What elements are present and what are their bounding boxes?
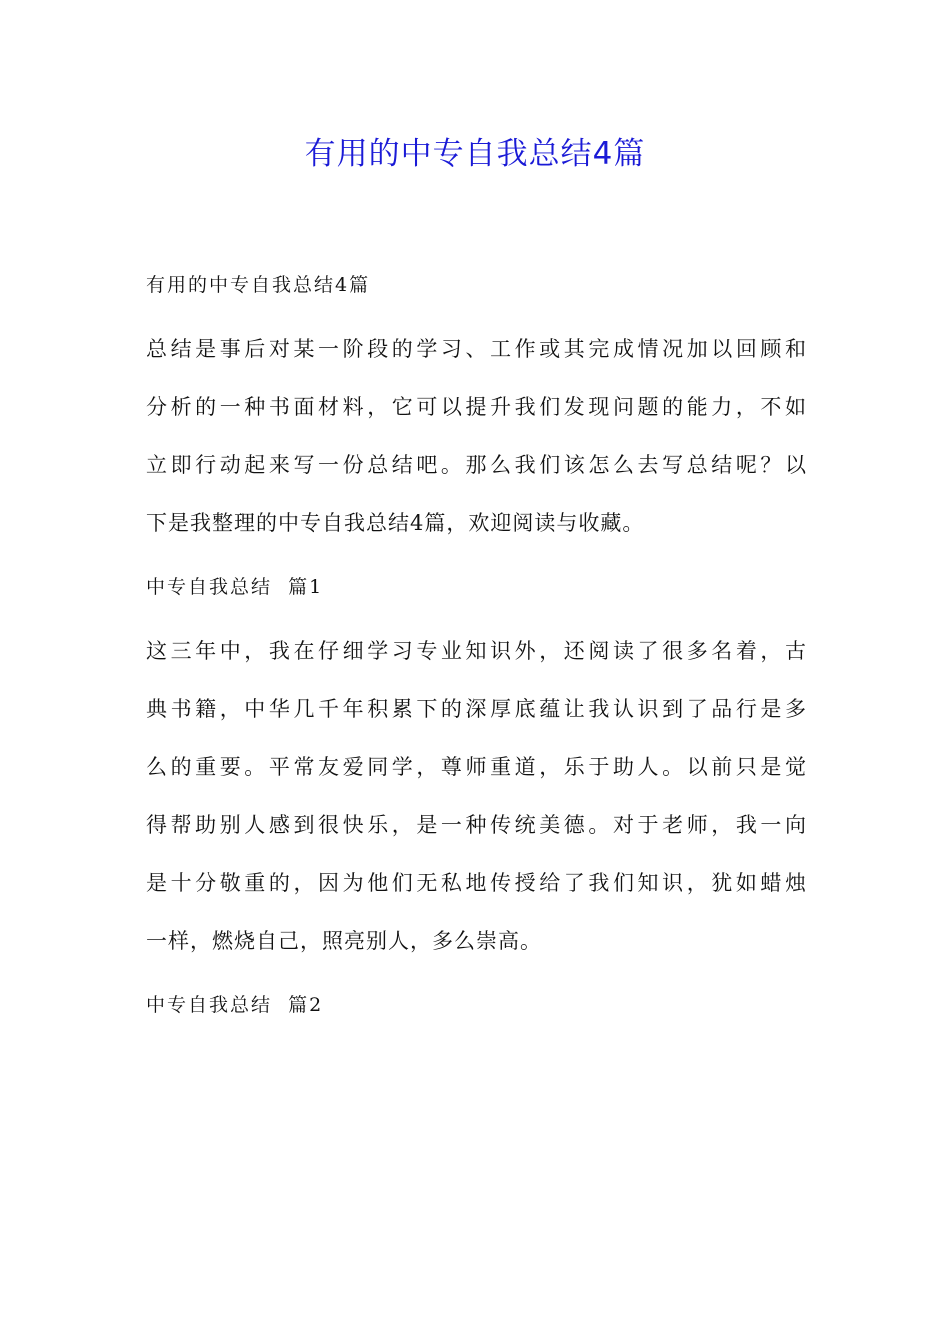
- section-heading-1: 中专自我总结 篇1: [146, 576, 324, 598]
- paragraph-line: 总结是事后对某一阶段的学习、工作或其完成情况加以回顾和: [146, 337, 806, 361]
- paragraph-line: 下是我整理的中专自我总结4篇，欢迎阅读与收藏。: [146, 511, 645, 535]
- document-body: [146, 262, 806, 1040]
- intro-paragraph: [146, 320, 806, 552]
- paragraph-line: 典书籍，中华几千年积累下的深厚底蕴让我认识到了品行是多: [146, 697, 806, 721]
- paragraph-line: 么的重要。平常友爱同学，尊师重道，乐于助人。以前只是觉: [146, 755, 806, 779]
- section-1-paragraph: [146, 622, 806, 970]
- section-heading-2: 中专自我总结 篇2: [146, 994, 324, 1016]
- document-title: 有用的中专自我总结4篇: [304, 136, 646, 172]
- paragraph-line: 一样，燃烧自己，照亮别人，多么崇高。: [146, 929, 542, 953]
- paragraph-line: 是十分敬重的，因为他们无私地传授给了我们知识，犹如蜡烛: [146, 871, 806, 895]
- paragraph-line: 得帮助别人感到很快乐，是一种传统美德。对于老师，我一向: [146, 813, 806, 837]
- paragraph-line: 立即行动起来写一份总结吧。那么我们该怎么去写总结呢？以: [146, 453, 806, 477]
- document-subtitle: 有用的中专自我总结4篇: [146, 274, 371, 296]
- paragraph-line: 这三年中，我在仔细学习专业知识外，还阅读了很多名着，古: [146, 639, 806, 663]
- paragraph-line: 分析的一种书面材料，它可以提升我们发现问题的能力，不如: [146, 395, 806, 419]
